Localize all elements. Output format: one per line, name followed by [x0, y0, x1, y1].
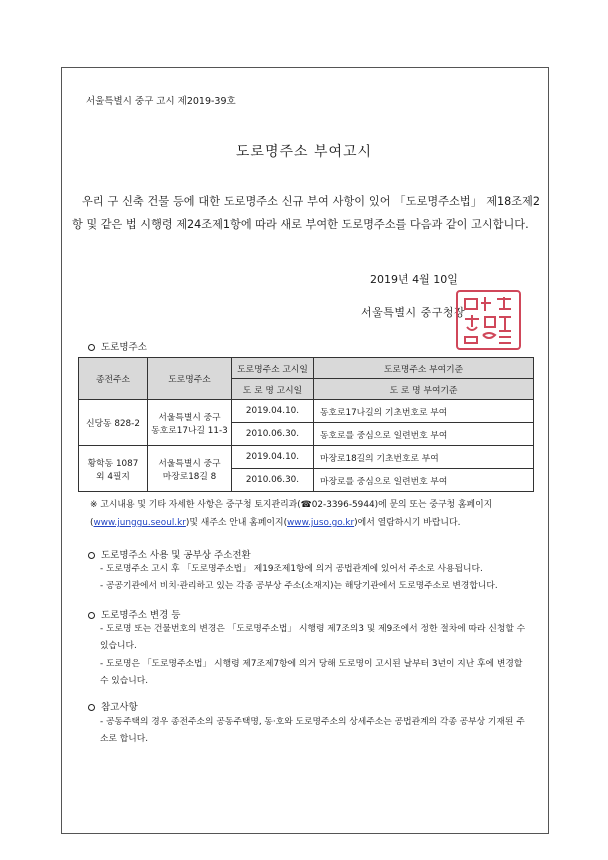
section-title: 도로명주소 변경 등: [101, 610, 181, 621]
header-road-address: 도로명주소: [148, 358, 232, 400]
list-item: - 공동주택의 경우 종전주소의 공동주택명, 동·호와 도로명주소의 상세주소는 공법관계의 각종 공부상 기재된 주소로 합니다.: [100, 717, 525, 744]
bullet-icon: [88, 344, 95, 351]
cell-jibun: 신당동 828-2: [79, 400, 148, 446]
cell-road-address: [148, 446, 232, 492]
official-seal-icon: [451, 285, 526, 355]
notice-date: 2019년 4월 10일: [370, 273, 458, 286]
page-title: 도로명주소 부여고시: [235, 144, 373, 160]
reference-note: ※ 고시내용 및 기타 자세한 사항은 중구청 토지관리과(☎02-3396-5944)에 문의 또는 중구청 홈페이지 (www.junggu.seoul.kr)및 새주소 안내 홈페이지(www.juso.go.kr)에서 열람하시기 바랍니다.: [90, 500, 493, 528]
list-item: - 공공기관에서 비치·관리하고 있는 각종 공부상 주소(소재지)는 해당기관에서 도로명주소로 변경합니다.: [100, 581, 498, 591]
section-usage: [88, 547, 251, 561]
cell-jibun: [79, 446, 148, 492]
note-text: )에서 열람하시기 바랍니다.: [354, 518, 461, 528]
section-title: 도로명주소: [101, 342, 147, 353]
juso-homepage-link[interactable]: www.juso.go.kr: [287, 518, 355, 528]
issuer-name: 서울특별시 중구청장: [361, 306, 466, 319]
section-title: 도로명주소 사용 및 공부상 주소전환: [101, 550, 251, 561]
section-change: [88, 607, 180, 621]
section-reference: [88, 699, 138, 713]
bullet-icon: [88, 612, 95, 619]
road-address-line: 서울특별시 중구: [158, 412, 221, 423]
notice-number: 서울특별시 중구 고시 제2019-39호: [86, 96, 236, 107]
note-text: ※ 고시내용 및 기타 자세한 사항은 중구청 토지관리과(☎02-3396-5944)에 문의 또는 중구청 홈페이지: [90, 500, 493, 510]
list-item: - 도로명 또는 건물번호의 변경은 「도로명주소법」 시행령 제7조의3 및 제9조에서 정한 절차에 따라 신청할 수 있습니다.: [100, 624, 526, 651]
cell-date: 2010.06.30.: [232, 423, 314, 446]
road-address-line: 서울특별시 중구: [158, 458, 221, 469]
cell-date: 2010.06.30.: [232, 469, 314, 492]
cell-road-address: [148, 400, 232, 446]
cell-date: 2019.04.10.: [232, 400, 314, 423]
road-address-line: 마장로18길 8: [162, 471, 217, 482]
intro-paragraph: 우리 구 신축 건물 등에 대한 도로명주소 신규 부여 사항이 있어 「도로명주소법」 제18조제2항 및 같은 법 시행령 제24조제1항에 따라 새로 부여한 도로명주소를 다음과 같이 고시합니다.: [72, 195, 540, 231]
header-jibun: 종전주소: [79, 358, 148, 400]
list-item: - 도로명주소 고시 후 「도로명주소법」 제19조제1항에 의거 공법관계에 있어서 주소로 사용됩니다.: [100, 564, 483, 574]
jibun-line: 외 4필지: [96, 471, 130, 482]
table-row: [79, 400, 534, 423]
jibun-line: 황학동 1087: [87, 458, 139, 469]
address-table: [78, 357, 534, 492]
cell-criteria: 마장로를 중심으로 일련번호 부여: [314, 469, 534, 492]
section-road-address: [88, 339, 147, 353]
cell-date: 2019.04.10.: [232, 446, 314, 469]
table-row: [79, 446, 534, 469]
cell-criteria: 마장로18길의 기초번호로 부여: [314, 446, 534, 469]
header-notice-date: 도로명주소 고시일: [232, 358, 314, 379]
note-text: 및 새주소 안내 홈페이지(: [189, 518, 288, 528]
list-item: - 도로명은 「도로명주소법」 시행령 제7조제7항에 의거 당해 도로명이 고시된 날부터 3년이 지난 후에 변경할 수 있습니다.: [100, 659, 523, 686]
bullet-icon: [88, 704, 95, 711]
header-road-criteria: 도 로 명 부여기준: [314, 379, 534, 400]
junggu-homepage-link[interactable]: www.junggu.seoul.kr: [93, 518, 186, 528]
road-address-line: 동호로17나길 11-3: [151, 425, 228, 436]
header-road-notice-date: 도 로 명 고시일: [232, 379, 314, 400]
cell-criteria: 동호로17나길의 기초번호로 부여: [314, 400, 534, 423]
header-criteria: 도로명주소 부여기준: [314, 358, 534, 379]
cell-criteria: 동호로를 중심으로 일련번호 부여: [314, 423, 534, 446]
bullet-icon: [88, 552, 95, 559]
section-title: 참고사항: [101, 702, 138, 713]
table-header-row: [79, 358, 534, 379]
